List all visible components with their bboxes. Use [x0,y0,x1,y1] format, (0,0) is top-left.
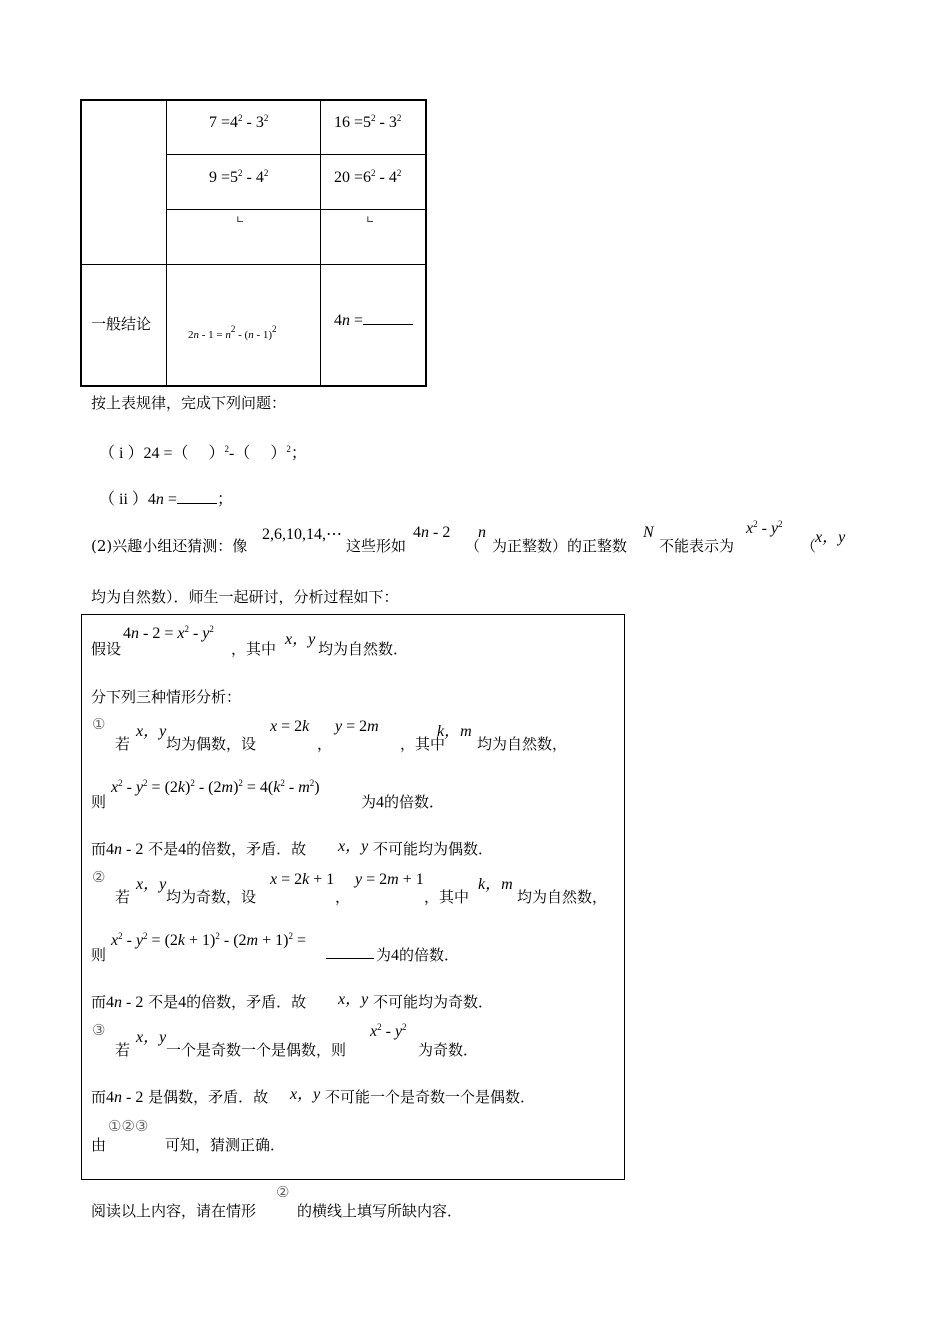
case1-contra-xy: x，y [338,838,369,855]
case1-y: y = 2m [335,718,379,735]
case2-blank[interactable] [326,944,374,963]
part2-n: n [478,524,486,541]
case1-number: ① [92,715,106,733]
final-instruction-a: 阅读以上内容，请在情形 [91,1202,257,1220]
case2-x: x = 2k + 1 [270,871,335,888]
case2-if: 若 [115,888,131,906]
part2-text-d: 为正整数）的正整数 [492,537,628,555]
question-i: （ i ）24 =（ ）$^2$-（ ）$^2$； [99,444,307,462]
case1-text-b: 均为偶数，设 [166,735,257,753]
part2-xy: x，y [815,529,846,546]
final-case-number: ② [276,1183,290,1201]
box-three-cases: 分下列三种情形分析： [91,688,242,706]
case2-contradiction: 而4n - 2 不是4的倍数，矛盾．故 [91,993,307,1011]
case3-contradiction: 而4n - 2 是偶数，矛盾．故 [91,1088,269,1106]
question-ii: （ ii ）4n = ； [99,491,233,508]
case3-expr: $x^2 - y^2$ [370,1022,407,1040]
case3-xy: x，y [136,1029,167,1046]
case1-comma: ， [317,735,333,753]
part2-expr: $x^2 - y^2$ [746,519,783,537]
part2-N: N [643,524,654,541]
case3-contra-c: 不可能一个是奇数一个是偶数． [325,1088,536,1106]
case2-text-b: 均为奇数，设 [166,888,257,906]
case2-text-c: ，其中 [424,888,470,906]
case2-comma: ， [335,888,351,906]
case3-text-b: 一个是奇数一个是偶数，则 [166,1041,347,1059]
case3-contra-xy: x，y [290,1086,321,1103]
part2-form: 4n - 2 [413,524,451,541]
instructions: 按上表规律，完成下列问题： [91,394,287,412]
case3-if: 若 [115,1041,131,1059]
case1-x: x = 2k [270,718,310,735]
conclusion-text: 可知，猜测正确． [165,1136,286,1154]
case1-expansion: $x^2 - y^2 = (2k)^2 - (2m)^2 = 4(k^2 - m^2)$ [111,778,320,796]
table-cell-ellipsis-2: ∟ [366,215,375,226]
part2-text-a: (2)兴趣小组还猜测：像 [91,537,248,555]
case1-then: 则 [91,793,107,811]
part2-text-e: 不能表示为 [659,537,735,555]
case2-contra-xy: x，y [338,991,369,1008]
case1-contradiction: 而4n - 2 不是4的倍数，矛盾．故 [91,840,307,858]
case1-xy: x，y [136,723,167,740]
part2-line2: 均为自然数）．师生一起研讨，分析过程如下： [91,588,399,606]
box-suppose-b: ，其中 [231,640,277,658]
part2-paren2: （ [801,537,817,555]
box-suppose-c: 均为自然数． [318,640,409,658]
case2-as: 为4的倍数． [376,946,460,964]
case2-contra-d: 不可能均为奇数． [373,993,494,1011]
case2-km: k，m [478,876,513,893]
case1-as: 为4的倍数． [361,793,445,811]
case1-if: 若 [115,735,131,753]
case1-km: k，m [437,723,472,740]
final-instruction-b: 的横线上填写所缺内容． [297,1202,463,1220]
conclusion-by: 由 [91,1136,107,1154]
table-cell-general-4n: 4n = [334,310,413,330]
case2-xy: x，y [136,876,167,893]
case1-text-d: 均为自然数， [477,735,568,753]
box-suppose: 假设 [91,640,122,658]
table-cell-16: $16 =5^2 - 3^2$ [334,113,402,131]
case1-text-c: ，其中 [400,735,446,753]
case2-text-d: 均为自然数， [517,888,608,906]
table-cell-7: $7 =4^2 - 3^2$ [209,113,269,131]
conclusion-numbers: ①②③ [108,1117,149,1135]
part2-text-b: 这些形如 [346,537,407,555]
part2-sequence: 2,6,10,14,⋯ [262,526,342,543]
case2-y: y = 2m + 1 [355,871,424,888]
table-cell-general-odd: $2n - 1 = n^2 - (n - 1)^2$ [188,324,277,341]
table-label-general-conclusion: 一般结论 [91,315,152,333]
case3-number: ③ [92,1021,106,1039]
case2-number: ② [92,868,106,886]
box-suppose-eq: $4n - 2 = x^2 - y^2$ [123,624,214,642]
table-cell-20: $20 =6^2 - 4^2$ [334,168,402,186]
table-cell-ellipsis-1: ∟ [236,215,245,226]
case2-expansion: $x^2 - y^2 = (2k + 1)^2 - (2m + 1)^2$ = [111,931,306,949]
case2-then: 则 [91,946,107,964]
table-cell-9: $9 =5^2 - 4^2$ [209,168,269,186]
case1-contra-d: 不可能均为偶数． [373,840,494,858]
case3-text-c: 为奇数． [418,1041,479,1059]
box-suppose-xy: x，y [285,631,316,648]
part2-paren: （ [465,537,481,555]
